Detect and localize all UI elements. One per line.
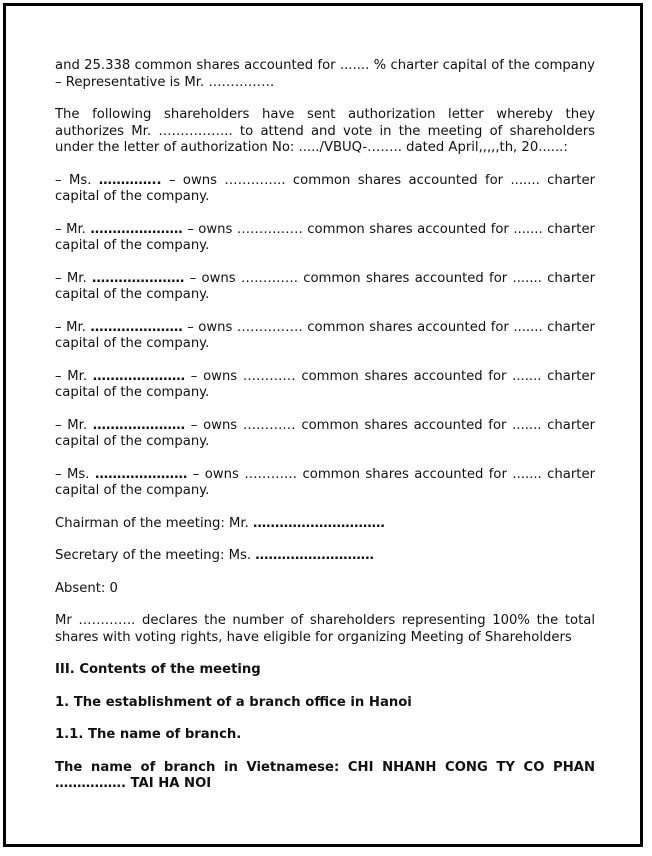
declaration-paragraph: Mr …………. declares the number of shareholders representing 100% the total shares with voting rights, have eligible for organizing Meeting of Shareholders xyxy=(55,613,595,645)
shareholder-entry: – Mr. ………………… – owns …………… common shares accounted for ....... charter capital of the company. xyxy=(55,319,595,351)
subsubsection-heading: 1.1. The name of branch. xyxy=(55,727,242,742)
shareholder-entry: – Ms. ………….. – owns ………….. common shares accounted for ....... charter capital of the company. xyxy=(55,172,595,204)
secretary-line: Secretary of the meeting: Ms. ……………………… xyxy=(55,548,374,563)
shareholder-entry: – Ms. ………………… – owns ………… common shares accounted for ....... charter capital of the company. xyxy=(55,466,595,498)
document-body xyxy=(55,58,595,809)
branch-name-line: The name of branch in Vietnamese: CHI NHANH CONG TY CO PHAN ……………. TAI HA NOI xyxy=(55,759,595,791)
paragraph-authorization: The following shareholders have sent authorization letter whereby they authorizes Mr. …………….. to attend and vote in the meeting of shareholders under the letter of authorization No: ...../VBUQ-…….. dated April,,,,,th, 20......: xyxy=(55,107,595,155)
chairman-line: Chairman of the meeting: Mr. ………………………… xyxy=(55,515,385,531)
shareholder-entry: – Mr. ………………… – owns …………. common shares accounted for ....... charter capital of the company. xyxy=(55,270,595,302)
subsection-heading: 1. The establishment of a branch office in Hanoi xyxy=(55,694,412,710)
shareholder-entry: – Mr. ………………… – owns ………… common shares accounted for ....... charter capital of the company. xyxy=(55,368,595,400)
shareholder-entry: – Mr. ………………… – owns ………… common shares accounted for ....... charter capital of the company. xyxy=(55,417,595,449)
paragraph-shares-intro: and 25.338 common shares accounted for ....... % charter capital of the company – Representative is Mr. …………… xyxy=(55,58,595,90)
shareholder-entry: – Mr. ………………… – owns …………… common shares accounted for ....... charter capital of the company. xyxy=(55,221,595,253)
absent-line: Absent: 0 xyxy=(55,580,118,596)
section-heading: III. Contents of the meeting xyxy=(55,662,261,677)
